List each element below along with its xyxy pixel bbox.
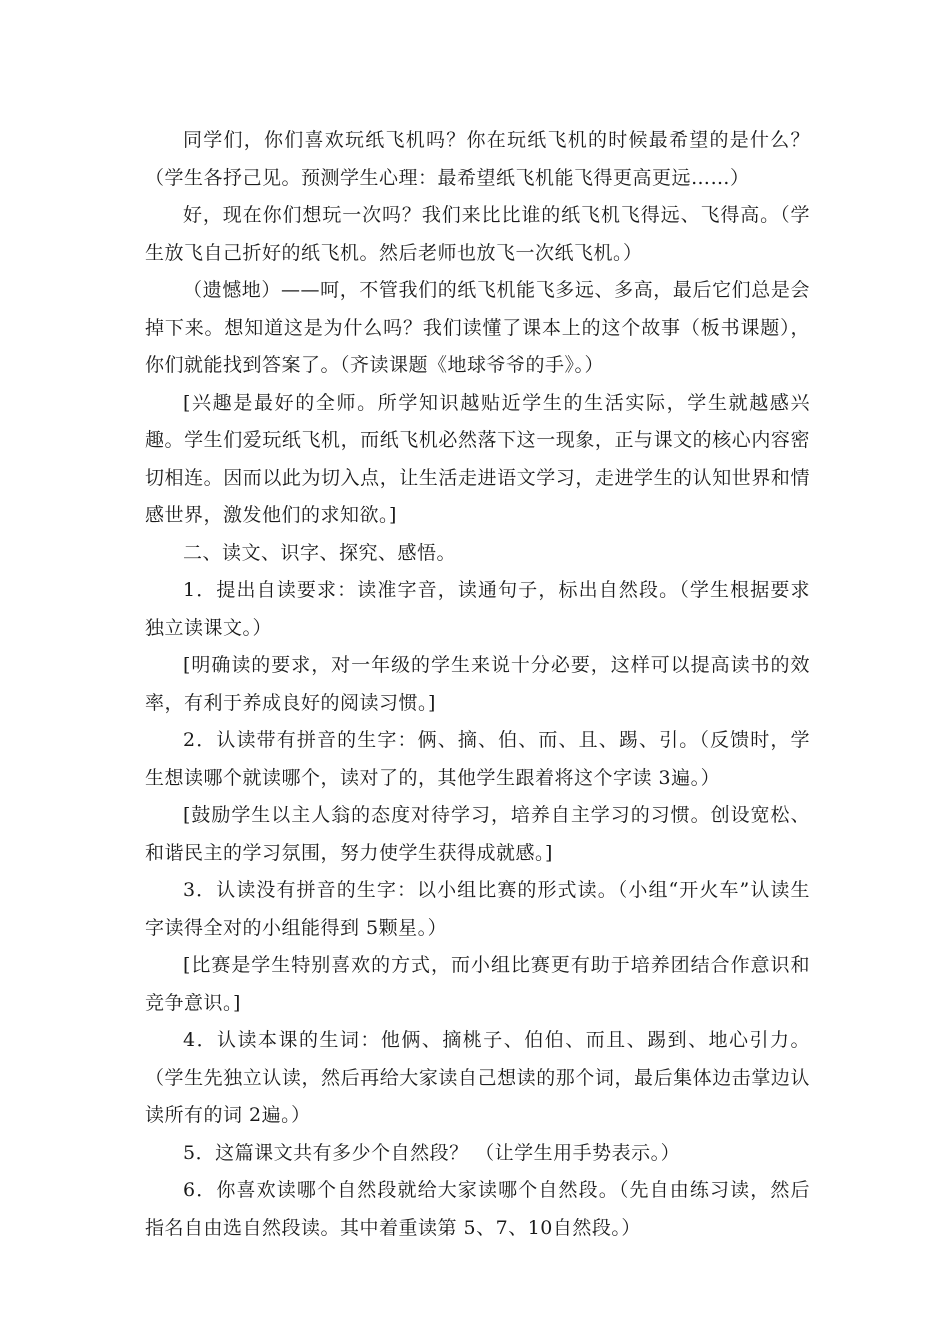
paragraph-step-6: 6．你喜欢读哪个自然段就给大家读哪个自然段。（先自由练习读，然后指名自由选自然段读。其中着重读第 5、7、10自然段。）: [145, 1179, 810, 1239]
paragraph-step-3: 3．认读没有拼音的生字：以小组比赛的形式读。（小组“开火车”认读生字读得全对的小组能得到 5颗星。）: [145, 879, 810, 939]
paragraph-play-plane: 好，现在你们想玩一次吗？我们来比比谁的纸飞机飞得远、飞得高。（学生放飞自己折好的纸飞机。然后老师也放飞一次纸飞机。）: [145, 204, 810, 264]
document-body: [145, 122, 810, 1247]
paragraph-lesson-title: （遗憾地）——呵，不管我们的纸飞机能飞多远、多高，最后它们总是会掉下来。想知道这是为什么吗？我们读懂了课本上的这个故事（板书课题），你们就能找到答案了。（齐读课题《地球爷爷的手》。）: [145, 279, 810, 376]
section-heading-reading: 二、读文、识字、探究、感悟。: [183, 541, 457, 564]
paragraph-note-3: [比赛是学生特别喜欢的方式，而小组比赛更有助于培养团结合作意识和竞争意识。]: [145, 954, 810, 1014]
paragraph-step-5: 5．这篇课文共有多少个自然段？ （让学生用手势表示。）: [183, 1141, 681, 1164]
paragraph-step-2: 2．认读带有拼音的生字：俩、摘、伯、而、且、踢、引。（反馈时，学生想读哪个就读哪个，读对了的，其他学生跟着将这个字读 3遍。）: [145, 729, 810, 789]
paragraph-step-4: 4．认读本课的生词：他俩、摘桃子、伯伯、而且、踢到、地心引力。（学生先独立认读，然后再给大家读自己想读的那个词，最后集体边击掌边认读所有的词 2遍。）: [145, 1029, 810, 1126]
paragraph-step-1: 1．提出自读要求：读准字音，读通句子，标出自然段。（学生根据要求独立读课文。）: [145, 579, 810, 639]
paragraph-note-2: [鼓励学生以主人翁的态度对待学习，培养自主学习的习惯。创设宽松、和谐民主的学习氛围，努力使学生获得成就感。]: [145, 804, 810, 864]
paragraph-intro-question: 同学们，你们喜欢玩纸飞机吗？你在玩纸飞机的时候最希望的是什么？（学生各抒己见。预测学生心理：最希望纸飞机能飞得更高更远……）: [145, 129, 810, 189]
paragraph-note-1: [明确读的要求，对一年级的学生来说十分必要，这样可以提高读书的效率，有利于养成良好的阅读习惯。]: [145, 654, 810, 714]
paragraph-interest-note: [兴趣是最好的全师。所学知识越贴近学生的生活实际，学生就越感兴趣。学生们爱玩纸飞机，而纸飞机必然落下这一现象，正与课文的核心内容密切相连。因而以此为切入点，让生活走进语文学习，走进学生的认知世界和情感世界，激发他们的求知欲。]: [145, 391, 810, 526]
